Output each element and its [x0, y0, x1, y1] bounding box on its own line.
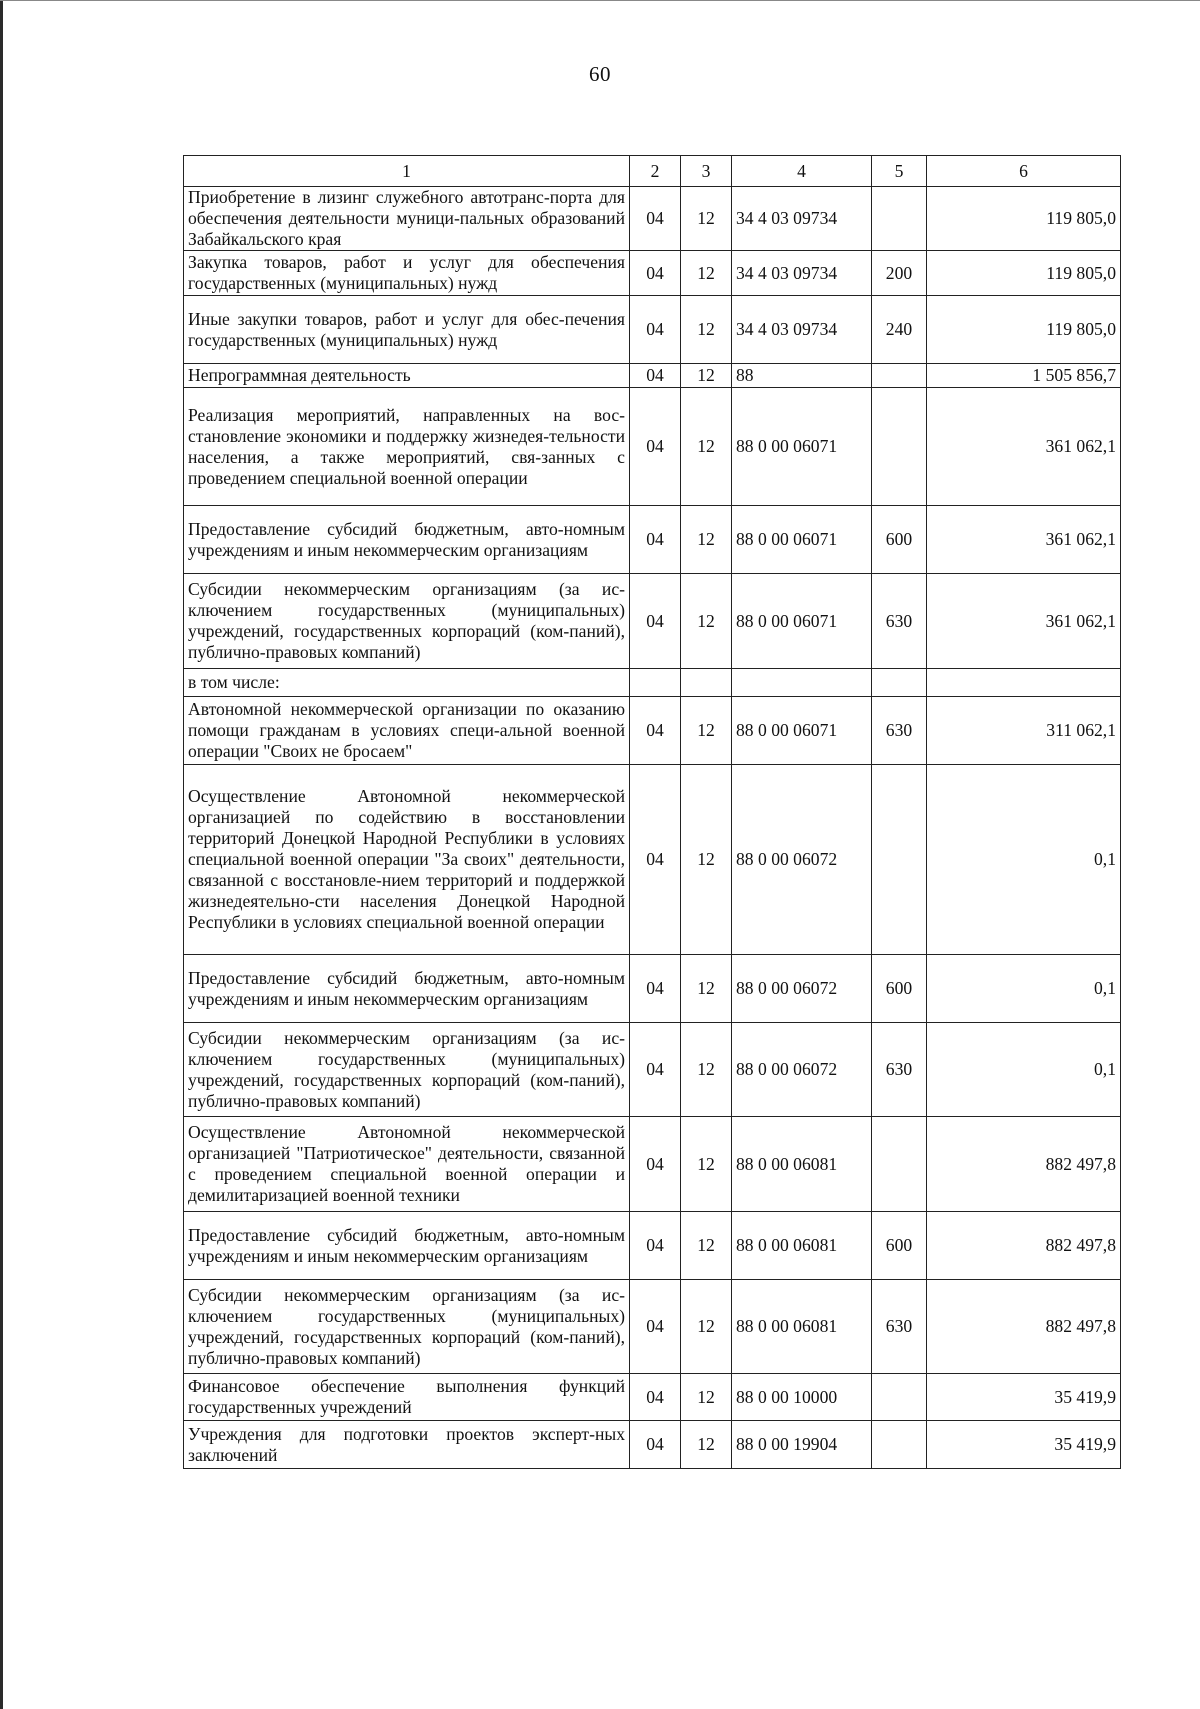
table-row [184, 187, 1121, 251]
row-target-code: 88 0 00 06081 [732, 1212, 872, 1280]
row-name: Закупка товаров, работ и услуг для обеспечения государственных (муниципальных) нужд [184, 251, 630, 296]
row-name: Реализация мероприятий, направленных на вос-становление экономики и поддержку жизнедея-тельности населения, а также мероприятий, свя-занных с проведением специальной военной операции [184, 388, 630, 506]
row-expense-type [872, 187, 927, 251]
table-row [184, 1023, 1121, 1117]
row-subsection: 12 [681, 1023, 732, 1117]
row-section: 04 [630, 1023, 681, 1117]
row-amount: 311 062,1 [927, 697, 1121, 765]
row-subsection: 12 [681, 697, 732, 765]
row-section: 04 [630, 187, 681, 251]
row-name: Предоставление субсидий бюджетным, авто-номным учреждениям и иным некоммерческим организациям [184, 1212, 630, 1280]
row-section: 04 [630, 388, 681, 506]
table-row [184, 1280, 1121, 1374]
row-expense-type: 240 [872, 296, 927, 364]
table-row [184, 1374, 1121, 1421]
row-expense-type: 630 [872, 1023, 927, 1117]
row-name: Субсидии некоммерческим организациям (за ис-ключением государственных (муниципальных) учреждений, государственных корпораций (ком-паний), публично-правовых компаний) [184, 1023, 630, 1117]
table-row [184, 388, 1121, 506]
scan-edge-top [0, 0, 1200, 1]
table-row [184, 765, 1121, 955]
row-target-code: 88 0 00 06072 [732, 955, 872, 1023]
row-expense-type [872, 364, 927, 388]
row-amount: 35 419,9 [927, 1421, 1121, 1469]
table-row [184, 251, 1121, 296]
row-name: в том числе: [184, 669, 630, 697]
row-section: 04 [630, 765, 681, 955]
row-expense-type [872, 1117, 927, 1212]
row-target-code: 88 0 00 06081 [732, 1280, 872, 1374]
row-amount: 361 062,1 [927, 506, 1121, 574]
row-expense-type [872, 669, 927, 697]
table-row [184, 574, 1121, 669]
row-amount: 0,1 [927, 955, 1121, 1023]
row-subsection: 12 [681, 1212, 732, 1280]
row-subsection: 12 [681, 1280, 732, 1374]
row-amount: 1 505 856,7 [927, 364, 1121, 388]
table-row [184, 1117, 1121, 1212]
row-subsection: 12 [681, 1117, 732, 1212]
header-col-2: 2 [630, 156, 681, 187]
row-amount: 882 497,8 [927, 1280, 1121, 1374]
row-target-code: 88 0 00 19904 [732, 1421, 872, 1469]
table-row [184, 1212, 1121, 1280]
row-expense-type [872, 765, 927, 955]
row-name: Финансовое обеспечение выполнения функций государственных учреждений [184, 1374, 630, 1421]
header-col-5: 5 [872, 156, 927, 187]
row-target-code: 88 0 00 10000 [732, 1374, 872, 1421]
table-row [184, 955, 1121, 1023]
row-subsection: 12 [681, 251, 732, 296]
row-section: 04 [630, 1280, 681, 1374]
row-expense-type: 630 [872, 697, 927, 765]
row-amount: 361 062,1 [927, 574, 1121, 669]
row-expense-type: 600 [872, 1212, 927, 1280]
row-amount [927, 669, 1121, 697]
row-amount: 882 497,8 [927, 1212, 1121, 1280]
row-expense-type: 600 [872, 955, 927, 1023]
budget-table [183, 155, 1121, 1469]
row-section: 04 [630, 364, 681, 388]
row-subsection: 12 [681, 388, 732, 506]
row-section: 04 [630, 1212, 681, 1280]
row-target-code: 88 0 00 06071 [732, 697, 872, 765]
row-section [630, 669, 681, 697]
row-target-code: 34 4 03 09734 [732, 187, 872, 251]
header-col-3: 3 [681, 156, 732, 187]
row-target-code: 88 0 00 06072 [732, 1023, 872, 1117]
row-section: 04 [630, 296, 681, 364]
row-target-code: 88 0 00 06072 [732, 765, 872, 955]
row-section: 04 [630, 574, 681, 669]
row-amount: 882 497,8 [927, 1117, 1121, 1212]
header-row [184, 156, 1121, 187]
row-name: Учреждения для подготовки проектов эксперт-ных заключений [184, 1421, 630, 1469]
row-name: Субсидии некоммерческим организациям (за ис-ключением государственных (муниципальных) учреждений, государственных корпораций (ком-паний), публично-правовых компаний) [184, 1280, 630, 1374]
row-section: 04 [630, 955, 681, 1023]
row-name: Субсидии некоммерческим организациям (за ис-ключением государственных (муниципальных) учреждений, государственных корпораций (ком-паний), публично-правовых компаний) [184, 574, 630, 669]
table-row [184, 296, 1121, 364]
row-amount: 361 062,1 [927, 388, 1121, 506]
row-subsection: 12 [681, 187, 732, 251]
row-target-code: 88 [732, 364, 872, 388]
row-target-code [732, 669, 872, 697]
row-subsection: 12 [681, 955, 732, 1023]
row-name: Осуществление Автономной некоммерческой организацией "Патриотическое" деятельности, связанной с проведением специальной военной операции и демилитаризацией военной техники [184, 1117, 630, 1212]
row-amount: 0,1 [927, 1023, 1121, 1117]
row-subsection: 12 [681, 296, 732, 364]
row-subsection: 12 [681, 765, 732, 955]
row-section: 04 [630, 1374, 681, 1421]
row-target-code: 88 0 00 06071 [732, 574, 872, 669]
row-amount: 119 805,0 [927, 187, 1121, 251]
row-target-code: 34 4 03 09734 [732, 251, 872, 296]
row-subsection: 12 [681, 506, 732, 574]
row-section: 04 [630, 697, 681, 765]
row-target-code: 88 0 00 06071 [732, 388, 872, 506]
table-row [184, 364, 1121, 388]
row-section: 04 [630, 1421, 681, 1469]
header-col-6: 6 [927, 156, 1121, 187]
page-number: 60 [589, 62, 611, 86]
row-name: Осуществление Автономной некоммерческой организацией по содействию в восстановлении территорий Донецкой Народной Республики в условиях специальной военной операции "За своих" деятельности, связанной с восстановле-нием территорий и поддержкой жизнедеятельно-сти населения Донецкой Народной Республики в условиях специальной военной операции [184, 765, 630, 955]
row-target-code: 34 4 03 09734 [732, 296, 872, 364]
row-amount: 119 805,0 [927, 296, 1121, 364]
row-subsection: 12 [681, 574, 732, 669]
scan-edge [0, 0, 3, 1709]
header-col-1: 1 [184, 156, 630, 187]
row-amount: 119 805,0 [927, 251, 1121, 296]
row-expense-type: 600 [872, 506, 927, 574]
row-name: Непрограммная деятельность [184, 364, 630, 388]
table-row [184, 697, 1121, 765]
row-name: Предоставление субсидий бюджетным, авто-номным учреждениям и иным некоммерческим организациям [184, 955, 630, 1023]
row-target-code: 88 0 00 06071 [732, 506, 872, 574]
table-row [184, 1421, 1121, 1469]
row-expense-type [872, 1374, 927, 1421]
row-subsection: 12 [681, 1374, 732, 1421]
row-section: 04 [630, 251, 681, 296]
row-expense-type [872, 388, 927, 506]
header-col-4: 4 [732, 156, 872, 187]
row-amount: 0,1 [927, 765, 1121, 955]
row-subsection: 12 [681, 1421, 732, 1469]
row-amount: 35 419,9 [927, 1374, 1121, 1421]
row-subsection [681, 669, 732, 697]
row-name: Автономной некоммерческой организации по оказанию помощи гражданам в условиях специ-альной военной операции "Своих не бросаем" [184, 697, 630, 765]
row-section: 04 [630, 506, 681, 574]
table-row [184, 669, 1121, 697]
row-name: Предоставление субсидий бюджетным, авто-номным учреждениям и иным некоммерческим организациям [184, 506, 630, 574]
row-expense-type: 200 [872, 251, 927, 296]
row-expense-type [872, 1421, 927, 1469]
row-expense-type: 630 [872, 574, 927, 669]
row-target-code: 88 0 00 06081 [732, 1117, 872, 1212]
row-subsection: 12 [681, 364, 732, 388]
row-name: Иные закупки товаров, работ и услуг для обес-печения государственных (муниципальных) нужд [184, 296, 630, 364]
row-expense-type: 630 [872, 1280, 927, 1374]
row-name: Приобретение в лизинг служебного автотранс-порта для обеспечения деятельности муници-пальных образований Забайкальского края [184, 187, 630, 251]
row-section: 04 [630, 1117, 681, 1212]
table-row [184, 506, 1121, 574]
